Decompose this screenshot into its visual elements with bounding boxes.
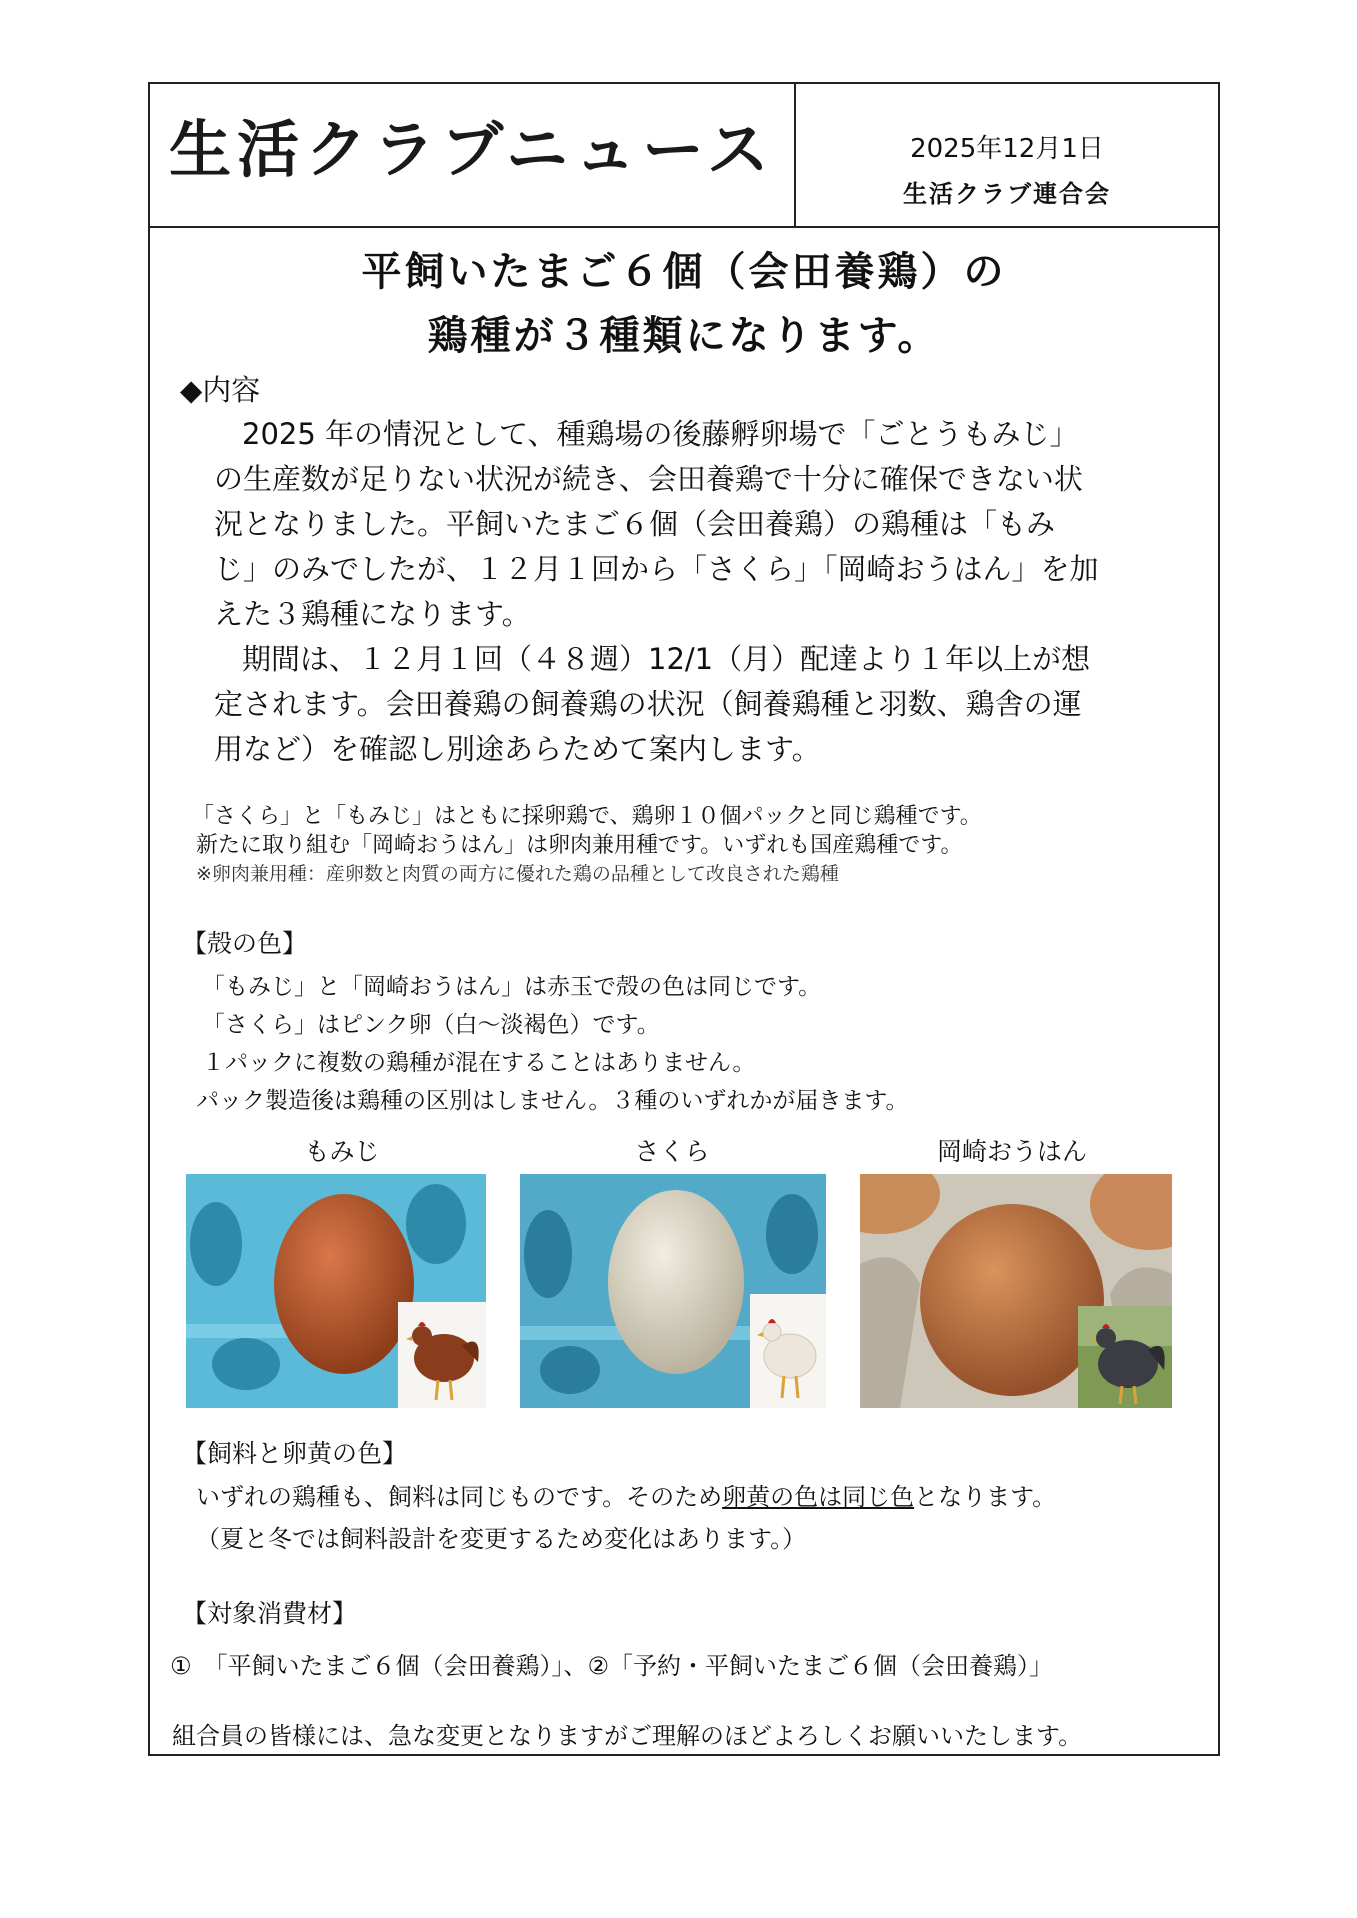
headline-line-1: 平飼いたまご６個（会田養鶏）の xyxy=(361,249,1007,295)
breed-label-okazaki: 岡崎おうはん xyxy=(936,1137,1087,1166)
content-line: の生産数が足りない状況が続き、会田養鶏で十分に確保できない状 xyxy=(214,462,1083,496)
feed-heading: 【飼料と卵黄の色】 xyxy=(182,1439,408,1468)
feed-underlined-text: 卵黄の色は同じ色 xyxy=(722,1483,915,1511)
footnote: ※卵肉兼用種：産卵数と肉質の両方に優れた鶏の品種として改良された鶏種 xyxy=(196,863,839,885)
shell-line: 「もみじ」と「岡崎おうはん」は赤玉で殻の色は同じです。 xyxy=(202,974,822,1000)
feed-text: となります。 xyxy=(914,1483,1057,1511)
content-line: えた３鶏種になります。 xyxy=(214,597,531,631)
note-line: 「さくら」と「もみじ」はともに採卵鶏で、鶏卵１０個パックと同じ鶏種です。 xyxy=(192,804,982,829)
publisher-name: 生活クラブ連合会 xyxy=(903,180,1111,208)
target-heading: 【対象消費材】 xyxy=(182,1599,358,1628)
note-line: 新たに取り組む「岡崎おうはん」は卵肉兼用種です。いずれも国産鶏種です。 xyxy=(196,833,963,858)
content-line: 定されます。会田養鶏の飼養鶏の状況（飼養鶏種と羽数、鶏舎の運 xyxy=(214,687,1082,721)
shell-heading: 【殻の色】 xyxy=(182,929,308,958)
photo-momiji xyxy=(186,1174,486,1408)
shell-line: パック製造後は鶏種の区別はしません。３種のいずれかが届きます。 xyxy=(196,1088,909,1114)
content-body xyxy=(214,412,1099,772)
content-heading: ◆内容 xyxy=(180,373,261,407)
feed-body xyxy=(196,1476,1056,1560)
newsletter-frame xyxy=(148,82,1220,1756)
shell-line: １パックに複数の鶏種が混在することはありません。 xyxy=(202,1050,756,1076)
momiji-hen-inset xyxy=(398,1302,486,1408)
content-line: 況となりました。平飼いたまご６個（会田養鶏）の鶏種は「もみ xyxy=(214,507,1056,541)
photo-okazaki xyxy=(860,1174,1172,1408)
content-line: 2025 年の情況として、種鶏場の後藤孵卵場で「ごとうもみじ」 xyxy=(242,417,1079,451)
header xyxy=(150,84,1218,228)
content-line: 用など）を確認し別途あらためて案内します。 xyxy=(214,732,821,766)
sakura-hen-inset xyxy=(750,1294,826,1408)
headline-line-2: 鶏種が３種類になります。 xyxy=(427,313,941,359)
header-info-cell xyxy=(796,84,1218,226)
newsletter-title: 生活クラブニュース xyxy=(169,112,775,186)
shell-line: 「さくら」はピンク卵（白～淡褐色）です。 xyxy=(202,1012,660,1038)
closing-message: 組合員の皆様には、急な変更となりますがご理解のほどよろしくお願いいたします。 xyxy=(172,1722,1083,1750)
breed-notes xyxy=(192,802,982,889)
feed-line-1 xyxy=(196,1476,1056,1518)
breed-label-sakura: さくら xyxy=(634,1137,710,1166)
issue-date: 2025年12月1日 xyxy=(910,134,1104,164)
feed-text: いずれの鶏種も、飼料は同じものです。そのため xyxy=(196,1483,723,1511)
photo-sakura xyxy=(520,1174,826,1408)
shell-body xyxy=(196,968,909,1120)
target-products: ① 「平飼いたまご６個（会田養鶏）」、②「予約・平飼いたまご６個（会田養鶏）」 xyxy=(170,1652,1054,1680)
headline xyxy=(150,240,1218,368)
feed-line-2: （夏と冬では飼料設計を変更するため変化はあります。） xyxy=(196,1525,807,1553)
breed-label-momiji: もみじ xyxy=(304,1137,380,1166)
content-line: 期間は、１２月１回（４８週）12/1（月）配達より１年以上が想 xyxy=(242,642,1091,676)
content-line: じ」のみでしたが、１２月１回から「さくら」「岡崎おうはん」を加 xyxy=(214,552,1099,586)
okazaki-hen-inset xyxy=(1078,1306,1172,1408)
header-title-cell xyxy=(150,84,796,226)
